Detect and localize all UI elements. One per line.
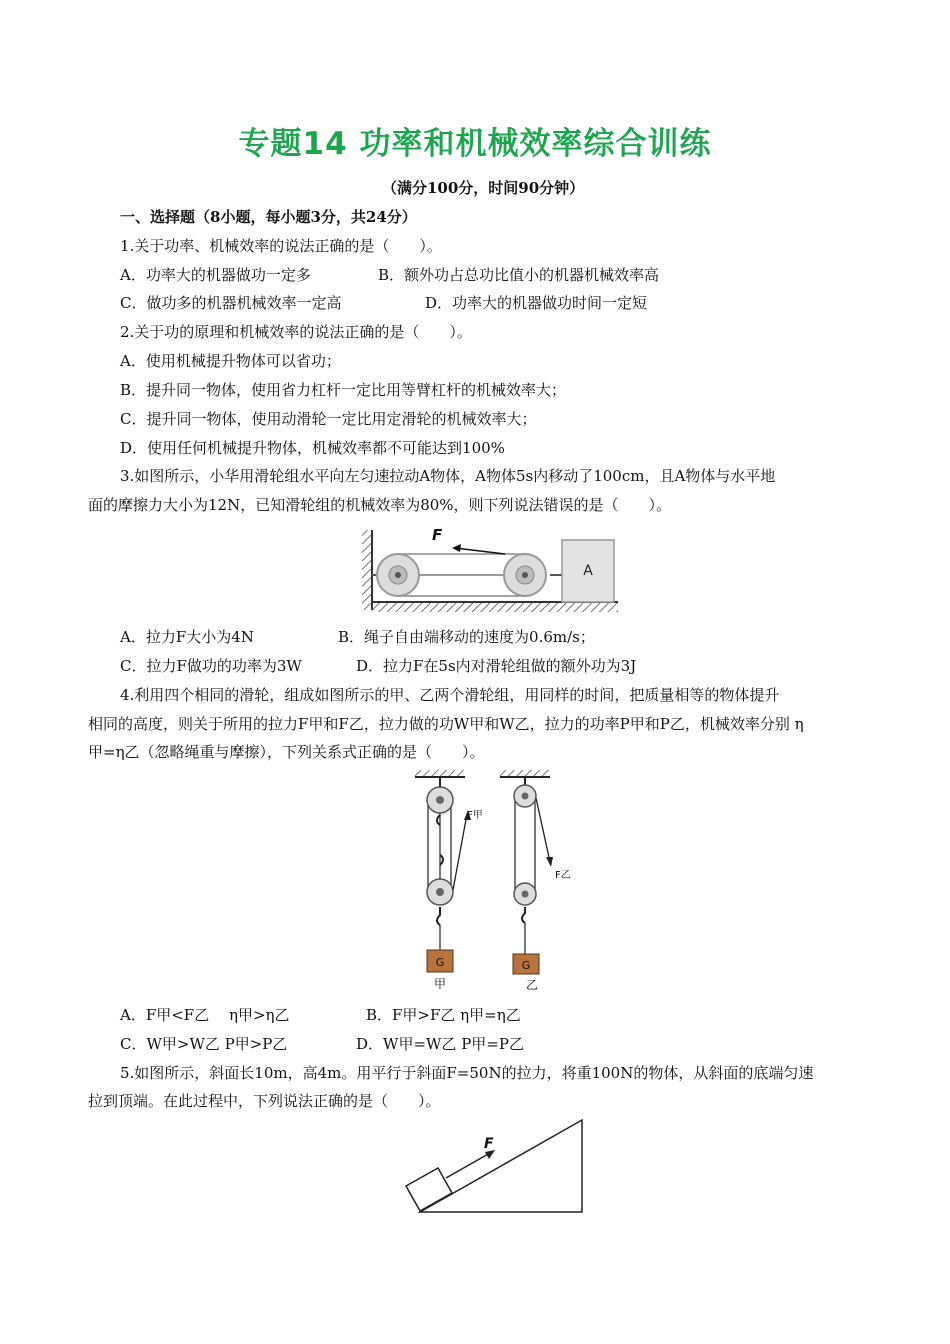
q3-option-a: A．拉力F大小为4N bbox=[120, 628, 254, 646]
q2-option-d: D．使用任何机械提升物体，机械效率都不可能达到100% bbox=[120, 439, 505, 457]
force-f-label: F bbox=[484, 1136, 494, 1152]
page-title: 专题14 功率和机械效率综合训练 bbox=[238, 126, 712, 162]
q3-option-d: D．拉力F在5s内对滑轮组做的额外功为3J bbox=[356, 657, 637, 675]
q3-option-c: C．拉力F做功的功率为3W bbox=[120, 657, 302, 675]
wall-hatch bbox=[362, 530, 372, 610]
force-f-yi-label: F乙 bbox=[555, 870, 571, 881]
q2-option-b: B．提升同一物体，使用省力杠杆一定比用等臂杠杆的机械效率大； bbox=[120, 381, 567, 399]
section-heading: 一、选择题（8小题，每小题3分，共24分） bbox=[120, 208, 417, 226]
incline-block bbox=[406, 1168, 452, 1211]
q4-option-d: D．W甲=W乙 P甲=P乙 bbox=[356, 1035, 524, 1053]
q1-option-b: B．额外功占总功比值小的机器机械效率高 bbox=[378, 266, 660, 284]
q4-pulley-figure bbox=[395, 770, 595, 992]
yi-label: 乙 bbox=[525, 978, 539, 992]
q2-stem: 2.关于功的原理和机械效率的说法正确的是（ ）。 bbox=[120, 323, 472, 341]
force-f-label: F bbox=[432, 526, 443, 544]
q3-option-b: B．绳子自由端移动的速度为0.6m/s； bbox=[338, 628, 595, 646]
q1-stem: 1.关于功率、机械效率的说法正确的是（ ）。 bbox=[120, 237, 442, 255]
jia-label: 甲 bbox=[433, 977, 447, 991]
q4-stem-line1: 4.利用四个相同的滑轮，组成如图所示的甲、乙两个滑轮组，用同样的时间，把质量相等的物体提升 bbox=[120, 686, 780, 704]
yi-weight-label: G bbox=[521, 959, 531, 972]
q5-incline-figure bbox=[400, 1118, 585, 1216]
block-a-label: A bbox=[583, 563, 593, 579]
q1-option-c: C．做功多的机器机械效率一定高 bbox=[120, 294, 342, 312]
q5-stem-line2: 拉到顶端。在此过程中，下列说法正确的是（ ）。 bbox=[88, 1092, 441, 1110]
q2-option-c: C．提升同一物体，使用动滑轮一定比用定滑轮的机械效率大； bbox=[120, 410, 537, 428]
page-subtitle: （满分100分，时间90分钟） bbox=[382, 179, 585, 197]
incline bbox=[420, 1120, 582, 1212]
floor-hatch bbox=[372, 602, 618, 612]
q1-option-d: D．功率大的机器做功时间一定短 bbox=[425, 294, 648, 312]
q4-stem-line3: 甲=η乙（忽略绳重与摩擦），下列关系式正确的是（ ）。 bbox=[88, 743, 485, 761]
q2-option-a: A．使用机械提升物体可以省功； bbox=[120, 352, 341, 370]
jia-weight-label: G bbox=[435, 956, 445, 969]
q3-pulley-figure bbox=[360, 520, 620, 616]
q3-stem-line1: 3.如图所示，小华用滑轮组水平向左匀速拉动A物体，A物体5s内移动了100cm，且A物体与水平地 bbox=[120, 467, 776, 485]
q4-stem-line2: 相同的高度，则关于所用的拉力F甲和F乙，拉力做的功W甲和W乙，拉力的功率P甲和P乙，机械效率分别 η bbox=[88, 715, 804, 733]
q4-option-c: C．W甲>W乙 P甲>P乙 bbox=[120, 1035, 288, 1053]
q5-stem-line1: 5.如图所示，斜面长10m，高4m。用平行于斜面F=50N的拉力，将重100N的物体，从斜面的底端匀速 bbox=[120, 1064, 814, 1082]
q1-option-a: A．功率大的机器做功一定多 bbox=[120, 266, 311, 284]
q4-option-b: B．F甲>F乙 η甲=η乙 bbox=[366, 1006, 521, 1024]
q3-stem-line2: 面的摩擦力大小为12N，已知滑轮组的机械效率为80%，则下列说法错误的是（ ）。 bbox=[88, 496, 672, 514]
force-f-jia-label: F甲 bbox=[467, 810, 483, 821]
q4-option-a: A．F甲<F乙 η甲>η乙 bbox=[120, 1006, 290, 1024]
